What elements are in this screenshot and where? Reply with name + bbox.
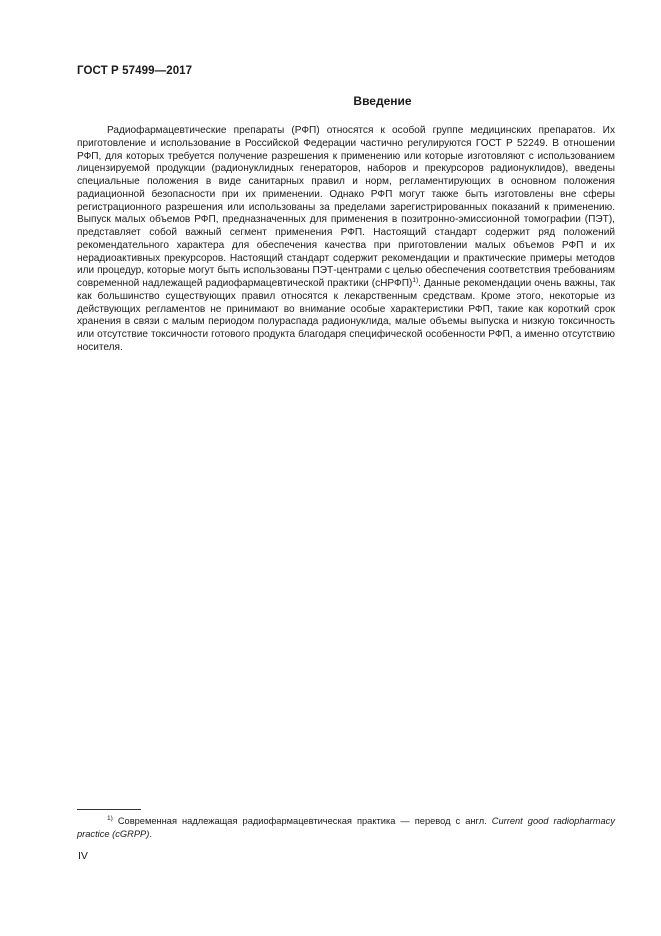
paragraph-part-2: . Данные рекомендации очень важны, так как большинство существующих правил относятся к лекарственным средствам. Кроме этого, некоторые из действующих регламентов не принимают во внимание особые характеристики РФП, такие как короткий срок хранения в связи с малым периодом полураспада радионуклида, малые объемы выпуска и низкую токсичность или отсутствие токсичности готового продукта благодаря специфической особенности РФП, а именно отсутствию носителя. (77, 278, 615, 353)
footnote (77, 815, 615, 840)
standard-id-header: ГОСТ Р 57499—2017 (77, 65, 193, 77)
footnote-text: Современная надлежащая радиофармацевтическая практика — перевод с англ. (117, 816, 487, 826)
paragraph-part-1: Радиофармацевтические препараты (РФП) относятся к особой группе медицинских препаратов. Их приготовление и использование в Российской Федерации частично регулируются ГОСТ Р 52249. В отношении РФП, для которых требуется получение разрешения к применению или которые изготовляют с использованием лицензируемой продукции (радионуклидных генераторов, наборов и прекурсоров радионуклидов), введены специальные положения в виде санитарных правил и норм, регламентирующих в основном положения радиационной безопасности при их применении. Однако РФП могут также быть изготовлены вне сферы регистрационного разрешения или использованы за пределами зарегистрированных показаний к применению. Выпуск малых объемов РФП, предназначенных для применения в позитронно-эмиссионной томографии (ПЭТ), представляет собой важный сегмент применения РФП. Настоящий стандарт содержит ряд положений рекомендательного характера для обеспечения качества при приготовлении малых объемов РФП и их нерадиоактивных прекурсоров. Настоящий стандарт содержит рекомендации и практические примеры методов или процедур, которые могут быть использованы ПЭТ-центрами с целью обеспечения соответствия требованиям современной надлежащей радиофармацевтической практики (сНРФП) (77, 125, 615, 289)
footnote-divider (77, 809, 141, 810)
footnote-marker: 1) (107, 815, 113, 822)
introduction-paragraph (77, 125, 615, 355)
footnote-english-term: Current good radiopharmacy practice (cGRPP) (77, 816, 615, 839)
footnote-reference: 1) (412, 277, 419, 284)
page-number: IV (78, 850, 88, 862)
footnote-end: . (149, 828, 152, 839)
section-title (77, 94, 614, 108)
section-title-text: Введение (353, 94, 412, 108)
